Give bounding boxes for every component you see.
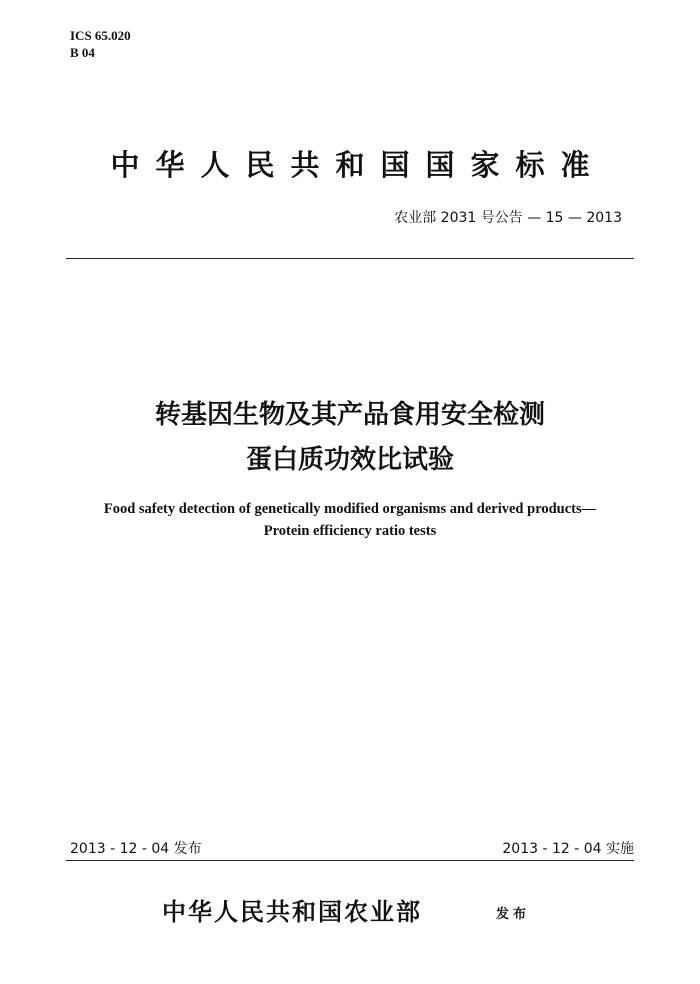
standard-number: 农业部 2031 号公告 — 15 — 2013	[394, 210, 622, 226]
english-title-line-2: Protein efficiency ratio tests	[263, 523, 437, 539]
chinese-title-line-2: 蛋白质功效比试验	[245, 445, 454, 475]
issuing-authority: 中华人民共和国农业部	[162, 897, 422, 926]
publish-date: 2013 - 12 - 04 发布	[70, 841, 202, 857]
top-divider	[66, 258, 634, 259]
classification-codes	[70, 27, 131, 61]
issued-label: 发布	[496, 907, 531, 922]
english-title-line-1: Food safety detection of genetically modified organisms and derived products—	[103, 501, 597, 517]
ccs-code: B 04	[70, 45, 95, 60]
bottom-divider	[66, 860, 634, 861]
standard-category-title: 中华人民共和国国家标准	[110, 148, 606, 182]
chinese-title-line-1: 转基因生物及其产品食用安全检测	[154, 400, 545, 430]
ics-code: ICS 65.020	[70, 28, 131, 43]
implementation-date: 2013 - 12 - 04 实施	[502, 841, 634, 857]
